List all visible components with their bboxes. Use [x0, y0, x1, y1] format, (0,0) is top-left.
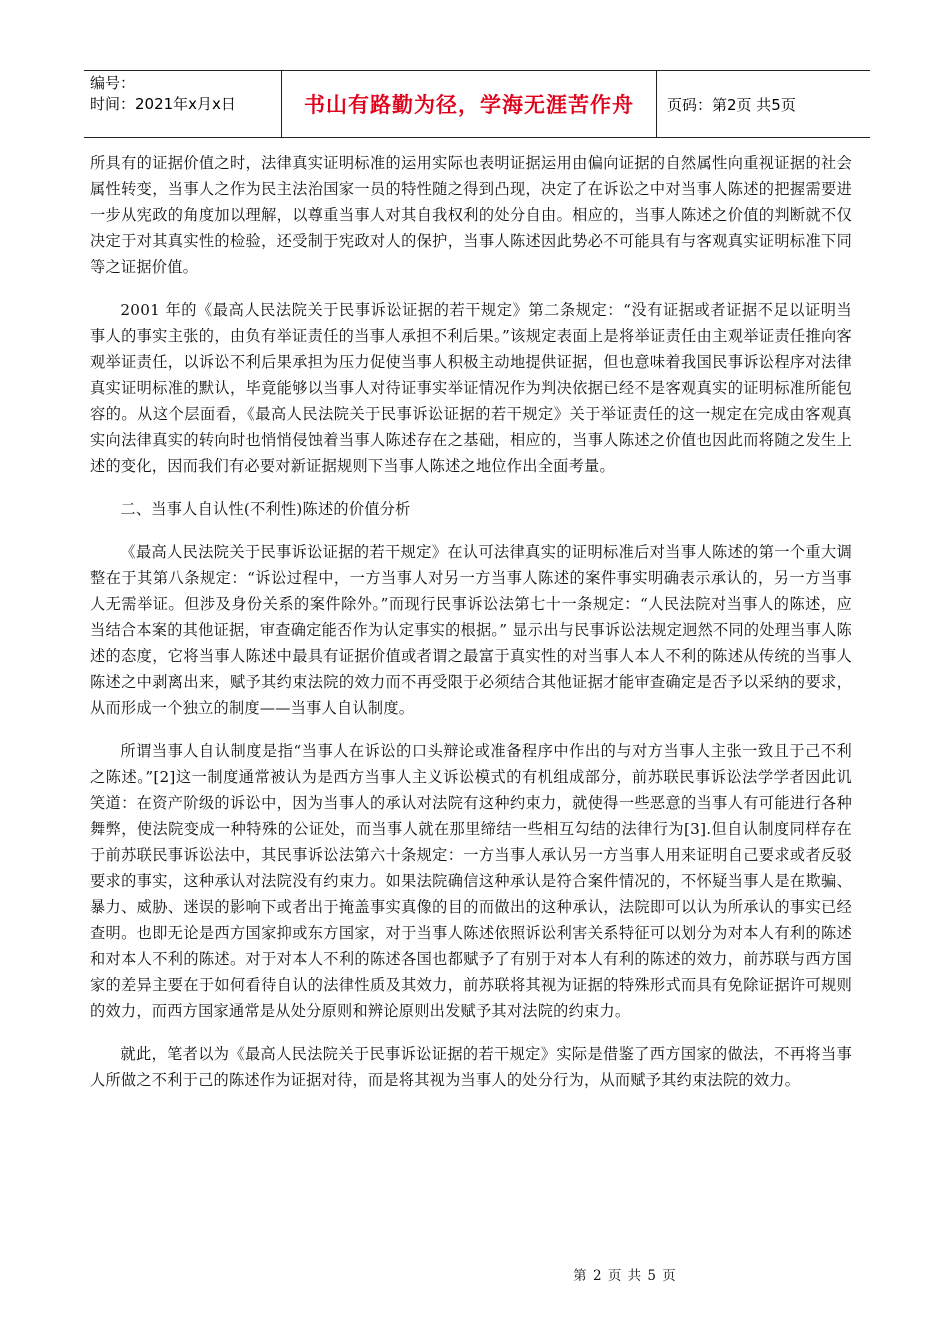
- paragraph: 所谓当事人自认制度是指“当事人在诉讼的口头辩论或准备程序中作出的与对方当事人主张一致且于己不利之陈述。”[2]这一制度通常被认为是西方当事人主义诉讼模式的有机组成部分，前苏联民事诉讼法学学者因此讥笑道：在资产阶级的诉讼中，因为当事人的承认对法院有这种约束力，就使得一些恶意的当事人有可能进行各种舞弊，使法院变成一种特殊的公证处，而当事人就在那里缔结一些相互勾结的法律行为[3].但自认制度同样存在于前苏联民事诉讼法中，其民事诉讼法第六十条规定：一方当事人承认另一方当事人用来证明自己要求或者反驳要求的事实，这种承认对法院没有约束力。如果法院确信这种承认是符合案件情况的，不怀疑当事人是在欺骗、暴力、威胁、迷误的影响下或者出于掩盖事实真像的目的而做出的这种承认，法院即可以认为所承认的事实已经查明。也即无论是西方国家抑或东方国家，对于当事人陈述依照诉讼利害关系特征可以划分为对本人有利的陈述和对本人不利的陈述。对于对本人不利的陈述各国也都赋予了有别于对本人有利的陈述的效力，前苏联与西方国家的差异主要在于如何看待自认的法律性质及其效力，前苏联将其视为证据的特殊形式而具有免除证据许可规则的效力，而西方国家通常是从处分原则和辨论原则出发赋予其对法院的约束力。: [90, 742, 852, 1020]
- page-header: [84, 70, 870, 138]
- header-meta: [84, 71, 282, 137]
- paragraph: 所具有的证据价值之时，法律真实证明标准的运用实际也表明证据运用由偏向证据的自然属性向重视证据的社会属性转变，当事人之作为民主法治国家一员的特性随之得到凸现，决定了在诉讼之中对当事人陈述的把握需要进一步从宪政的角度加以理解，以尊重当事人对其自我权利的处分自由。相应的，当事人陈述之价值的判断就不仅决定于对其真实性的检验，还受制于宪政对人的保护，当事人陈述因此势必不可能具有与客观真实证明标准下同等之证据价值。: [90, 154, 852, 276]
- paragraph: 2001 年的《最高人民法院关于民事诉讼证据的若干规定》第二条规定：“没有证据或者证据不足以证明当事人的事实主张的，由负有举证责任的当事人承担不利后果。”该规定表面上是将举证责任由主观举证责任推向客观举证责任，以诉讼不利后果承担为压力促使当事人积极主动地提供证据，但也意味着我国民事诉讼程序对法律真实证明标准的默认，毕竟能够以当事人对待证事实举证情况作为判决依据已经不是客观真实的证明标准所能包容的。从这个层面看，《最高人民法院关于民事诉讼证据的若干规定》关于举证责任的这一规定在完成由客观真实向法律真实的转向时也悄悄侵蚀着当事人陈述存在之基础，相应的，当事人陈述之价值也因此而将随之发生上述的变化，因而我们有必要对新证据规则下当事人陈述之地位作出全面考量。: [90, 301, 852, 475]
- paragraph: 《最高人民法院关于民事诉讼证据的若干规定》在认可法律真实的证明标准后对当事人陈述的第一个重大调整在于其第八条规定：“诉讼过程中，一方当事人对另一方当事人陈述的案件事实明确表示承认的，另一方当事人无需举证。但涉及身份关系的案件除外。”而现行民事诉讼法第七十一条规定：“人民法院对当事人的陈述，应当结合本案的其他证据，审查确定能否作为认定事实的根据。” 显示出与民事诉讼法规定迥然不同的处理当事人陈述的态度，它将当事人陈述中最具有证据价值或者谓之最富于真实性的对当事人本人不利的陈述从传统的当事人陈述之中剥离出来，赋予其约束法院的效力而不再受限于必须结合其他证据才能审查确定是否予以采纳的要求，从而形成一个独立的制度——当事人自认制度。: [90, 543, 852, 717]
- document-body: [90, 150, 852, 1110]
- page-footer: 第 2 页 共 5 页: [573, 1268, 677, 1284]
- paragraph: 就此，笔者以为《最高人民法院关于民事诉讼证据的若干规定》实际是借鉴了西方国家的做法，不再将当事人所做之不利于己的陈述作为证据对待，而是将其视为当事人的处分行为，从而赋予其约束法院的效力。: [90, 1045, 852, 1089]
- date-line: 时间：2021年x月x日: [90, 95, 236, 113]
- serial-number-label: 编号：: [90, 74, 136, 92]
- header-motto: 书山有路勤为径，学海无涯苦作舟: [282, 71, 657, 137]
- header-page-info: 页码：第2页 共5页: [667, 95, 796, 114]
- section-heading: 二、当事人自认性(不利性)陈述的价值分析: [120, 500, 411, 518]
